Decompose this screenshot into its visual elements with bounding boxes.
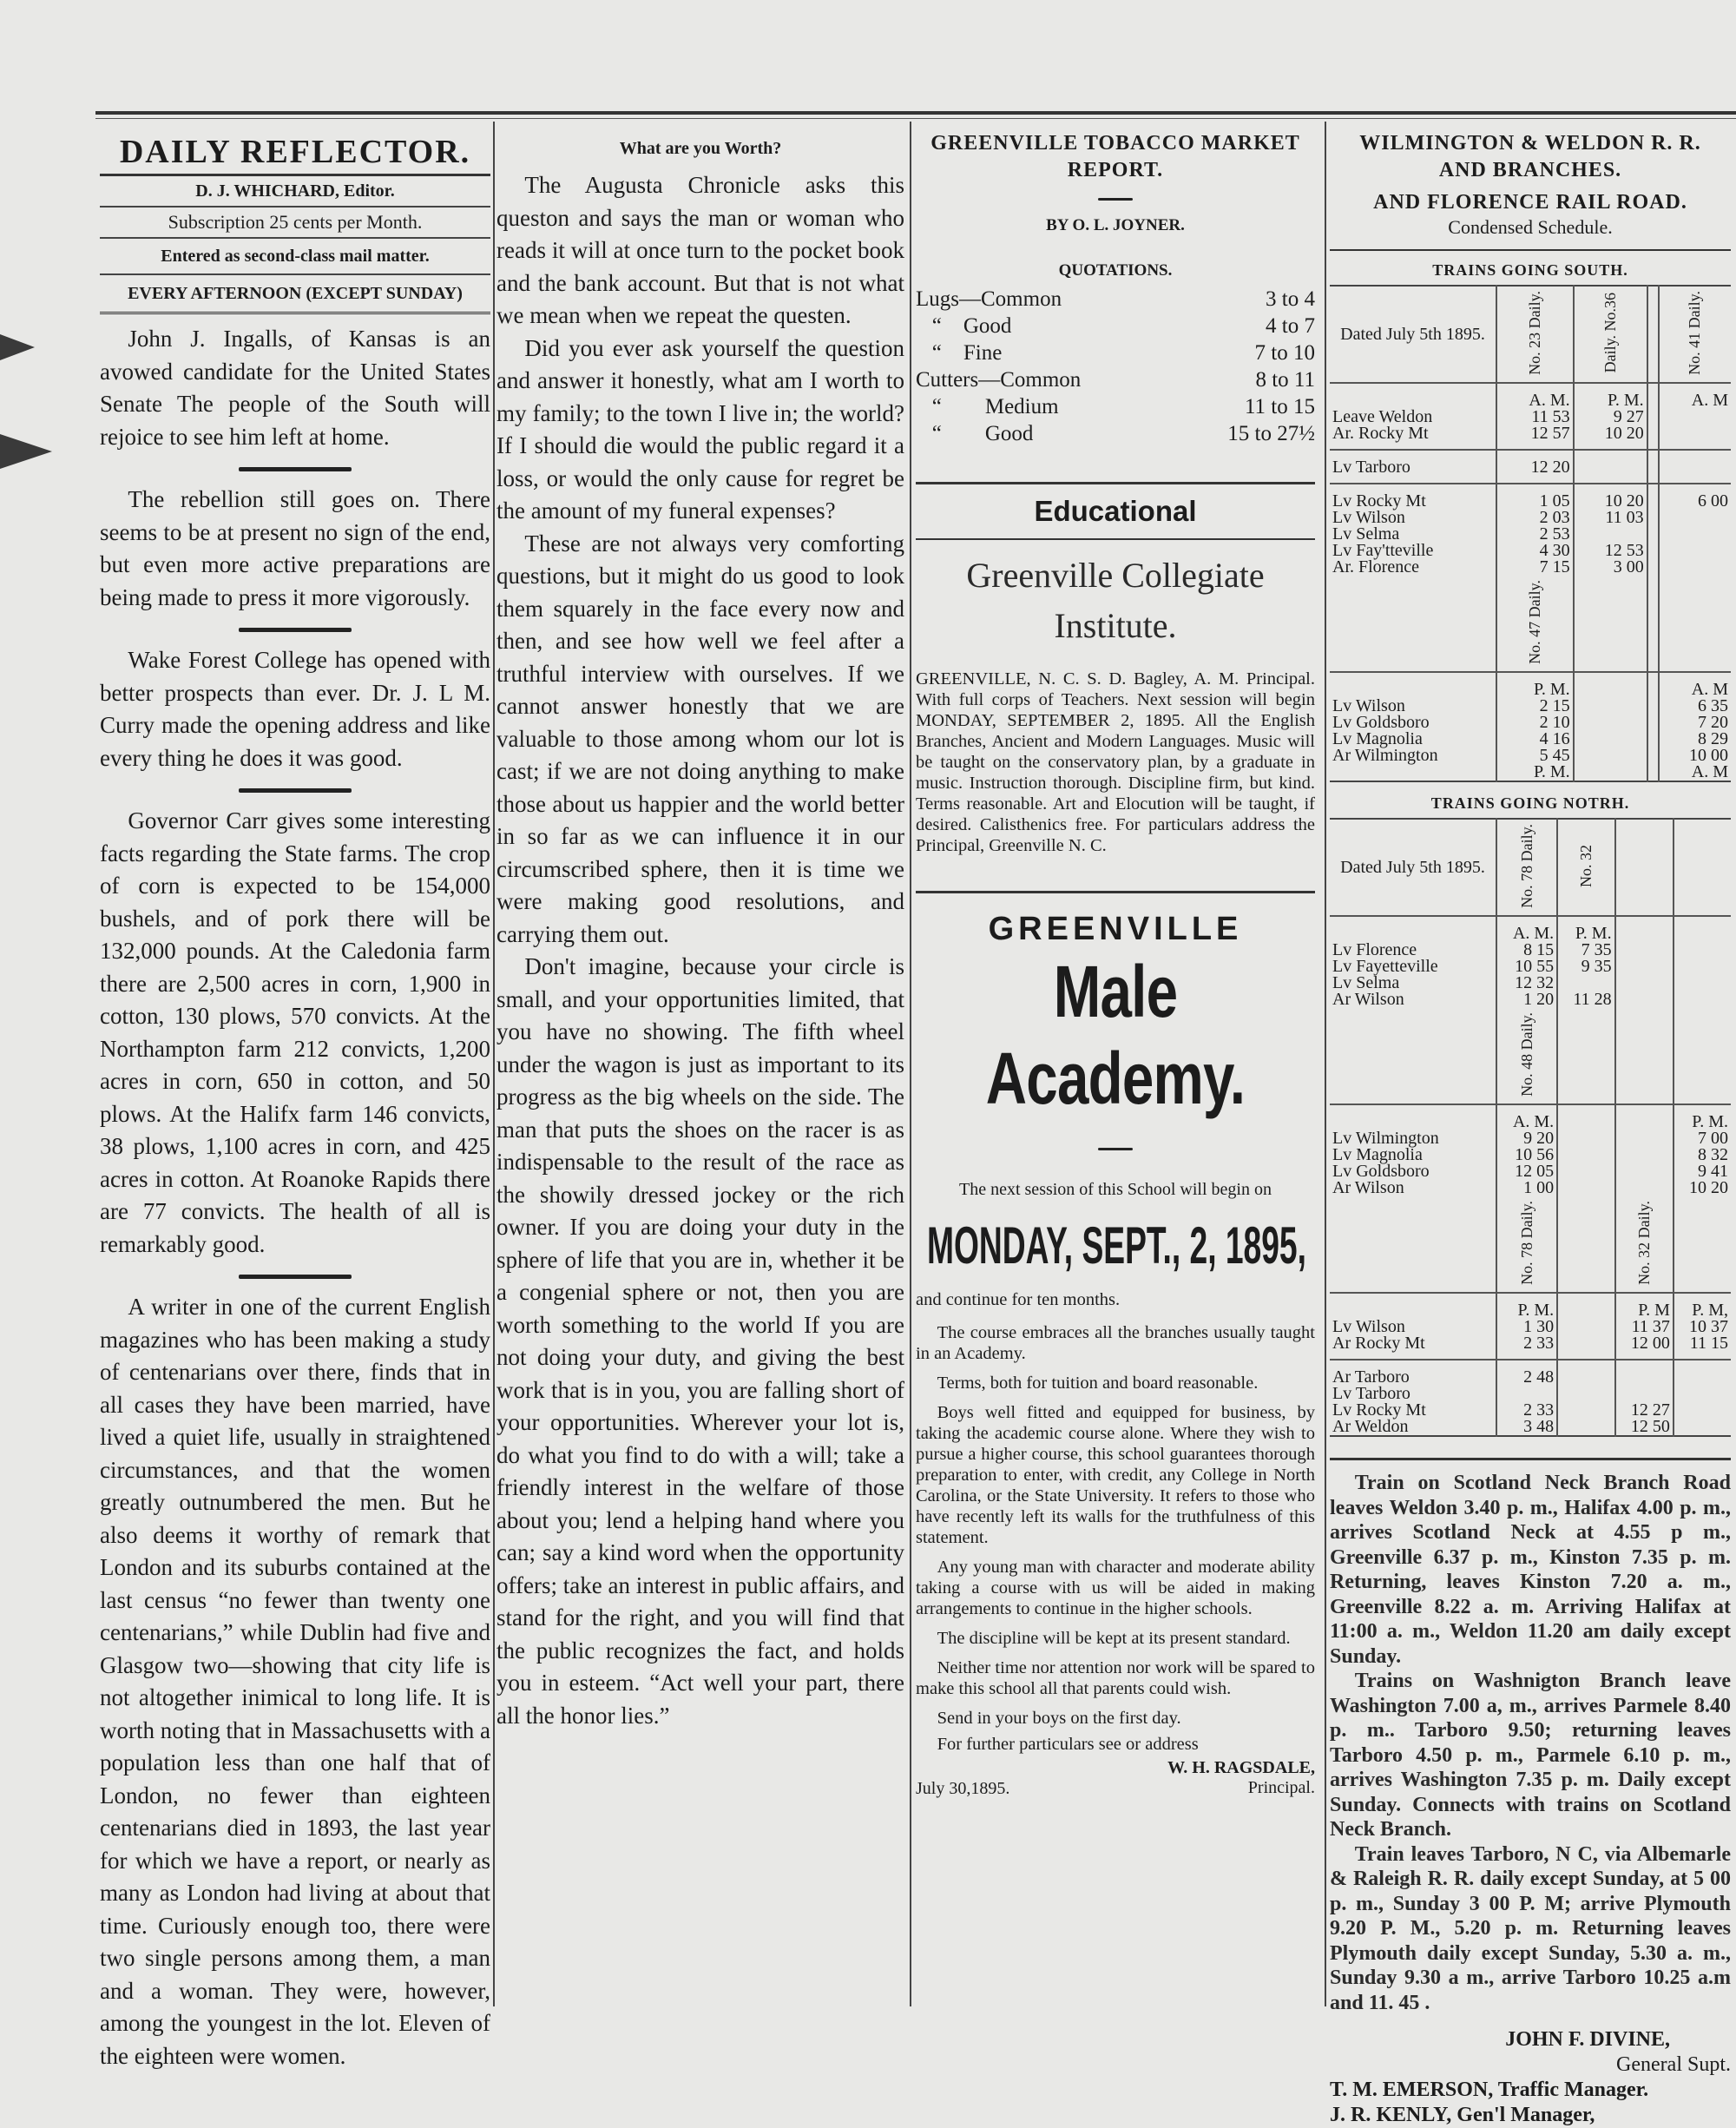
departure-time — [1647, 559, 1659, 576]
station-name: Leave Weldon — [1332, 407, 1433, 426]
academy-paragraph: Terms, both for tuition and board reasonable. — [937, 1374, 1259, 1393]
departure-time: A. M — [1659, 383, 1731, 409]
timetable-row — [1330, 425, 1731, 450]
departure-time — [1647, 672, 1659, 698]
station-name: Ar. Florence — [1332, 557, 1419, 576]
departure-time: A. M. — [1496, 1104, 1557, 1130]
departure-time: 9 41 — [1674, 1163, 1731, 1180]
departure-time — [1557, 1335, 1614, 1360]
departure-time: 2 10 — [1496, 715, 1574, 731]
station-name: Lv Rocky Mt — [1332, 1400, 1426, 1420]
departure-time — [1615, 1163, 1674, 1180]
station-name: Ar Tarboro — [1332, 1367, 1410, 1387]
article-paragraph: Don't imagine, because your circle is small, and your opportunities limited, that you have no showing. The fifth wheel under the wagon is just as important to its progress as the big wheels on the side. The man that puts the shoes on the racer is as indispensable to the result of the race as the showily dressed jockey or the rich owner. If you are doing your duty in the sphere of life that you are in, whether it be a congenial sphere or not, then you are worth something to the world If you are not doing your duty, and giving the best work that is in you, you are falling short of your opportunities. Wherever your lot is, do what you find to do with a will; take a friendly interest in the welfare of those about you; lend a helping hand where you can; say a kind word when the opportunity offers; take an interest in public affairs, and stand for the right, and you will find that the public recognizes the fact, and holds you in esteem. “Act well your part, there all the honor lies.” — [496, 953, 904, 1729]
academy-paragraph: The discipline will be kept at its present standard. — [937, 1629, 1291, 1648]
departure-time: 7 15 — [1496, 559, 1574, 576]
scan-edge-mark — [0, 334, 35, 360]
station-name: Ar Wilson — [1332, 990, 1404, 1009]
departure-time: 10 20 — [1574, 425, 1647, 450]
notice-albemarle-raleigh: Train leaves Tarboro, N C, via Albemarle & Raleigh R. R. daily except Sunday, at 5 00 p. m., Sunday 3 00 P. M; arrive Plymouth 9.20 P. M., 5.20 p. m. Returning leaves Plymouth daily except Sunday, 5.30 a. m., Sunday 9.30 a m., arrive Tarboro 10.25 a.m and 11. 45 . — [1330, 1842, 1731, 2014]
departure-time — [1647, 383, 1659, 409]
article-ingalls: John J. Ingalls, of Kansas is an avowed candidate for the United States Senate The people of the South will rejoice to see him left at home. — [100, 326, 490, 450]
quotation-price: 4 to 7 — [1266, 314, 1315, 338]
quotation-grade: Lugs—Common — [916, 287, 1062, 311]
tobacco-byline: BY O. L. JOYNER. — [1046, 216, 1185, 234]
article-state-farms: Governor Carr gives some interesting facts regarding the State farms. The crop of corn is expected to be 154,000 bushels, and of pork there will be 132,000 pounds. At the Caledonia farm there are 2,500 acres in corn, 1,900 in cotton, 130 plows, 570 convicts. At the Northampton farm 212 convicts, 1,200 acres in corn, 650 in cotton, and 50 plows. At the Halifx farm 146 convicts, 38 plows, 1,100 acres in corn, and 425 acres in cotton. At Roanoke Rapids there are 77 convicts. The health of all is remarkably good. — [100, 807, 490, 1257]
column-1 — [100, 130, 490, 2072]
station-name: Lv Magnolia — [1332, 729, 1423, 748]
top-rule-thin — [95, 118, 1736, 119]
departure-time: P. M. — [1557, 916, 1614, 942]
departure-time — [1615, 959, 1674, 975]
departure-time — [1615, 1130, 1674, 1147]
departure-time: 11 15 — [1674, 1335, 1731, 1360]
station-name — [1330, 916, 1496, 942]
separator — [239, 788, 352, 793]
timetable-row — [1330, 672, 1731, 698]
quotation-grade: “ Fine — [916, 341, 1003, 365]
supt-title: General Supt. — [1616, 2053, 1731, 2076]
departure-time: 1 20 — [1496, 992, 1557, 1008]
notice-washington-branch: Trains on Washnigton Branch leave Washington 7.00 a, m., arrives Parmele 8.40 p. m.. Tarboro 9.50; returning leaves Tarboro 4.50 p. m., Parmele 6.10 p. m., arrives Washington 7.35 p. m. Daily except Sunday. Connects with trains on Scotland Neck Branch. — [1330, 1670, 1731, 1841]
departure-time — [1659, 543, 1731, 559]
quotation-price: 3 to 4 — [1266, 287, 1315, 311]
railroad-subtitle: Condensed Schedule. — [1448, 216, 1613, 238]
station-name — [1330, 383, 1496, 409]
train-number-label: No. 41 Daily. — [1686, 290, 1704, 375]
column-4 — [1330, 130, 1731, 2128]
departure-time — [1647, 543, 1659, 559]
tobacco-title: GREENVILLE TOBACCO MARKET REPORT. — [930, 132, 1300, 181]
departure-time — [1615, 1104, 1674, 1130]
academy-paragraph: The course embraces all the branches usually taught in an Academy. — [916, 1323, 1315, 1363]
station-name: Lv Selma — [1332, 524, 1400, 544]
scan-edge-mark — [0, 434, 52, 469]
departure-time: 2 15 — [1496, 698, 1574, 715]
station-name: Ar Rocky Mt — [1330, 1335, 1496, 1360]
column-2 — [496, 130, 904, 1732]
dateline: July 30,1895. — [916, 1779, 1010, 1798]
departure-time — [1674, 942, 1731, 959]
station-name: Ar Wilmington — [1332, 746, 1438, 765]
departure-time — [1557, 1180, 1614, 1196]
departure-time — [1674, 959, 1731, 975]
station-name: Lv Rocky Mt — [1332, 491, 1426, 511]
quotation-row — [916, 393, 1315, 420]
departure-time: 5 45 — [1496, 748, 1574, 764]
column-divider — [910, 122, 911, 2006]
departure-time — [1647, 764, 1659, 781]
departure-time: 12 27 — [1615, 1402, 1674, 1419]
station-name: Lv Goldsboro — [1332, 1162, 1430, 1181]
educational-heading: Educational — [1034, 495, 1197, 527]
departure-time — [1574, 672, 1647, 698]
timetable-row — [1330, 383, 1731, 409]
station-name: Ar. Rocky Mt — [1330, 425, 1496, 450]
masthead-entered: Entered as second-class mail matter. — [100, 239, 490, 275]
departure-time: 7 35 — [1557, 942, 1614, 959]
departure-time — [1615, 1180, 1674, 1196]
timetable-row — [1330, 1104, 1731, 1130]
departure-time: 7 00 — [1674, 1130, 1731, 1147]
station-name — [1330, 764, 1496, 781]
departure-time — [1674, 1386, 1731, 1402]
quotation-price: 8 to 11 — [1255, 368, 1315, 392]
separator — [1098, 198, 1133, 201]
academy-paragraph: Any young man with character and moderate ability taking a course with us will be aided in making arrangements to continue in the higher schools. — [916, 1558, 1315, 1618]
departure-time: A. M — [1659, 764, 1731, 781]
departure-time — [1574, 715, 1647, 731]
article-rebellion: The rebellion still goes on. There seems to be at present no sign of the end, but even more active preparations are being made to press it more vigorously. — [100, 486, 490, 610]
academy-name-line1: GREENVILLE — [988, 911, 1243, 947]
departure-time: 11 03 — [1574, 510, 1647, 526]
traffic-manager: T. M. EMERSON, Traffic Manager. — [1330, 2079, 1649, 2101]
institute-text: GREENVILLE, N. C. S. D. Bagley, A. M. Principal. With full corps of Teachers. Next session will begin MONDAY, SEPTEMBER 2, 1895. All the English Branches, Ancient and Modern Languages. Music will be taught on the conservatory plan, by a graduate in music. Instruction thorough. Discipline firm, but kind. Terms reasonable. Art and Elocution will be taught, if desired. Calisthenics free. For particulars address the Principal, Greenville N. C. — [916, 669, 1315, 855]
separator — [239, 467, 352, 471]
departure-time — [1674, 916, 1731, 942]
academy-paragraph: Neither time nor attention nor work will be spared to make this school all that parents could wish. — [916, 1658, 1315, 1698]
departure-time — [1615, 916, 1674, 942]
academy-paragraph: Boys well fitted and equipped for business, by taking the academic course alone. Where they wish to pursue a higher course, this school guarantees thorough preparation to enter, with credit, any College in North Carolina, or the State University. It refers to those who have recently left its walls for the truthfulness of this statement. — [916, 1403, 1315, 1547]
departure-time: 10 00 — [1659, 748, 1731, 764]
general-manager: J. R. KENLY, Gen'l Manager, — [1330, 2104, 1595, 2126]
academy-signature-block — [916, 1758, 1315, 1799]
departure-time — [1574, 698, 1647, 715]
departure-time: 2 53 — [1496, 526, 1574, 543]
timetable-south — [1330, 285, 1731, 782]
quotation-price: 11 to 15 — [1244, 395, 1315, 418]
quotations-table — [916, 286, 1315, 447]
article-paragraph: Did you ever ask yourself the question and answer it honestly, what am I worth to my family; to the town I live in; the world? If I should die would the public regard it a loss, or would the only cause for regret be the amount of my funeral expenses? — [496, 334, 904, 524]
departure-time — [1659, 450, 1731, 484]
departure-time: P. M. — [1496, 672, 1574, 698]
timetable-row — [1330, 450, 1731, 484]
institute-name: Greenville Collegiate Institute. — [966, 556, 1265, 645]
railroad-title: WILMINGTON & WELDON R. R. — [1359, 132, 1701, 155]
departure-time — [1557, 1419, 1614, 1436]
departure-time: 10 20 — [1674, 1180, 1731, 1196]
article-paragraph: These are not always very comforting questions, but it might do us good to look them squarely in the face every now and then, and see how well we feel after a truthful interview with ourselves. If we cannot answer honestly that we are valuable to those among whom our lot is cast; if we are not doing anything to make those about us happier and the world better in so far as we can influence it in our circumscribed sphere, then it is time we were making good resolutions, and carrying them out. — [496, 530, 904, 947]
station-name: Lv Florence — [1332, 940, 1417, 959]
north-title: TRAINS GOING NOTRH. — [1430, 794, 1630, 812]
departure-time: 12 32 — [1496, 975, 1557, 992]
departure-time: P. M. — [1574, 383, 1647, 409]
departure-time — [1557, 1147, 1614, 1163]
departure-time: 10 55 — [1496, 959, 1557, 975]
quotations-label: QUOTATIONS. — [1058, 261, 1173, 280]
quotation-grade: “ Medium — [916, 395, 1059, 418]
timetable-header-row — [1330, 576, 1731, 672]
departure-time — [1647, 484, 1659, 510]
departure-time: A. M. — [1496, 916, 1557, 942]
signature-name: W. H. RAGSDALE, — [1167, 1758, 1315, 1777]
departure-time — [1647, 715, 1659, 731]
departure-time: P. M. — [1674, 1104, 1731, 1130]
station-name — [1330, 672, 1496, 698]
departure-time: 12 00 — [1615, 1335, 1674, 1360]
departure-time: 2 33 — [1496, 1402, 1557, 1419]
quotation-row — [916, 420, 1315, 447]
quotation-price: 15 to 27½ — [1227, 422, 1315, 445]
departure-time: 9 35 — [1557, 959, 1614, 975]
rule — [916, 482, 1315, 484]
station-name: Lv Tarboro — [1330, 450, 1496, 484]
rule — [1330, 249, 1731, 251]
train-number-label: No. 23 Daily. — [1525, 290, 1543, 375]
quotation-price: 7 to 10 — [1254, 341, 1315, 365]
timetable-row — [1330, 559, 1731, 576]
departure-time: 3 48 — [1496, 1419, 1557, 1436]
departure-time — [1574, 748, 1647, 764]
departure-time: 1 05 — [1496, 484, 1574, 510]
timetable-header-row — [1330, 1008, 1731, 1104]
departure-time: 1 30 — [1496, 1319, 1557, 1335]
separator — [239, 1275, 352, 1279]
departure-time — [1615, 1360, 1674, 1386]
station-name: Lv Fay'tteville — [1332, 541, 1434, 560]
departure-time — [1659, 409, 1731, 425]
timetable-row — [1330, 916, 1731, 942]
article-wake-forest: Wake Forest College has opened with better prospects than ever. Dr. J. L M. Curry made the opening address and like every thing he does it was good. — [100, 647, 490, 771]
academy-paragraph: For further particulars see or address — [937, 1735, 1199, 1754]
departure-time — [1615, 975, 1674, 992]
rule — [916, 538, 1315, 540]
separator — [1098, 1148, 1133, 1150]
quotation-grade: “ Good — [916, 422, 1034, 445]
station-name: Lv Magnolia — [1332, 1145, 1423, 1164]
departure-time — [1647, 526, 1659, 543]
station-name: Lv Wilson — [1332, 1317, 1405, 1336]
departure-time — [1674, 1402, 1731, 1419]
departure-time — [1557, 1163, 1614, 1180]
departure-time: 7 20 — [1659, 715, 1731, 731]
quotation-row — [916, 366, 1315, 393]
departure-time — [1647, 409, 1659, 425]
departure-time: 11 28 — [1557, 992, 1614, 1008]
departure-time: 12 57 — [1496, 425, 1574, 450]
departure-time — [1574, 731, 1647, 748]
departure-time — [1674, 975, 1731, 992]
departure-time — [1647, 510, 1659, 526]
departure-time: 12 53 — [1574, 543, 1647, 559]
departure-time: 12 20 — [1496, 450, 1574, 484]
next-session: The next session of this School will begin on — [959, 1180, 1272, 1199]
departure-time: 2 33 — [1496, 1335, 1557, 1360]
departure-time: 4 30 — [1496, 543, 1574, 559]
train-number-label: No. 32 — [1576, 844, 1595, 887]
session-date-banner: MONDAY, SEPT., 2, 1895, — [927, 1216, 1306, 1275]
departure-time: 10 37 — [1674, 1319, 1731, 1335]
station-name: Lv Wilson — [1332, 508, 1405, 527]
departure-time: 8 29 — [1659, 731, 1731, 748]
timetable-row — [1330, 484, 1731, 510]
station-name: Lv Fayetteville — [1332, 957, 1438, 976]
column-3 — [916, 130, 1315, 1799]
departure-time: P. M — [1615, 1293, 1674, 1319]
timetable-header-row — [1330, 819, 1731, 916]
article-title: What are you Worth? — [619, 139, 782, 158]
signature-title: Principal. — [1247, 1778, 1315, 1797]
article-centenarians: A writer in one of the current English magazines who has been making a study of centenarians over there, finds that in all cases they have been married, have lived a quiet life, usually in straightened circumstances, and that the women greatly outnumbered the men. But he also deems it worthy of remark that London and its suburbs contained at the last census “no fewer than twenty one centenarians,” while Dublin had five and Glasgow two—showing that city life is not altogether inimical to long life. It is worth noting that in Massachusetts with a population less than one half that of London, no fewer than eighteen centenarians died in 1893, the last year for which we have a report, or nearly as many as London had living at about that time. Curiously enough too, there were two single persons among them, a man and a woman. They were, however, among the youngest in the lot. Eleven of the eighteen were women. — [100, 1294, 490, 2069]
notice-scotland-neck: Train on Scotland Neck Branch Road leaves Weldon 3.40 p. m., Halifax 4.00 p. m., arrives Scotland Neck at 4.55 p m., Greenville 6.37 p. m., Kinston 7.35 p. m. Returning, leaves Kinston 7.20 a. m., Greenville 8.22 a. m. Arriving Halifax at 11:00 a. m., Weldon 11.20 am daily except Sunday. — [1330, 1472, 1731, 1668]
timetable-row — [1330, 1360, 1731, 1386]
station-name: Ar Weldon — [1332, 1417, 1409, 1436]
top-rule — [95, 111, 1736, 115]
departure-time: 11 53 — [1496, 409, 1574, 425]
rule — [916, 891, 1315, 893]
masthead-editor: D. J. WHICHARD, Editor. — [100, 176, 490, 208]
timetable-header-row — [1330, 286, 1731, 383]
departure-time — [1615, 942, 1674, 959]
departure-time — [1557, 1293, 1614, 1319]
departure-time — [1659, 559, 1731, 576]
academy-paragraph: Send in your boys on the first day. — [937, 1709, 1181, 1728]
timetable-date-label: Dated July 5th 1895. — [1340, 325, 1485, 344]
station-name — [1330, 1293, 1496, 1319]
station-name: Lv Wilmington — [1332, 1129, 1439, 1148]
departure-time — [1557, 1319, 1614, 1335]
train-number-label: No. 32 Daily. — [1634, 1200, 1653, 1285]
departure-time — [1557, 1130, 1614, 1147]
timetable-row — [1330, 748, 1731, 764]
departure-time — [1647, 425, 1659, 450]
departure-time: 2 48 — [1496, 1360, 1557, 1386]
departure-time: 10 56 — [1496, 1147, 1557, 1163]
departure-time — [1574, 764, 1647, 781]
train-number-label: No. 48 Daily. — [1517, 1011, 1535, 1097]
departure-time: 9 27 — [1574, 409, 1647, 425]
departure-time — [1574, 450, 1647, 484]
departure-time — [1557, 1104, 1614, 1130]
departure-time — [1647, 748, 1659, 764]
departure-time — [1557, 1402, 1614, 1419]
departure-time: 8 15 — [1496, 942, 1557, 959]
timetable-row — [1330, 1419, 1731, 1436]
quotation-row — [916, 313, 1315, 339]
departure-time — [1659, 510, 1731, 526]
railroad-notices — [1330, 1471, 1731, 2015]
station-name: Lv Selma — [1332, 973, 1400, 992]
departure-time: A. M — [1659, 672, 1731, 698]
departure-time: 10 20 — [1574, 484, 1647, 510]
train-number-label: No. 78 Daily. — [1517, 1200, 1535, 1285]
departure-time — [1659, 526, 1731, 543]
continue-text: and continue for ten months. — [916, 1290, 1121, 1309]
departure-time: 6 35 — [1659, 698, 1731, 715]
article-paragraph: The Augusta Chronicle asks this queston and says the man or woman who reads it will at once turn to the pocket book and the bank account. But that is not what we mean when we repeat the questen. — [496, 172, 904, 328]
station-name: Lv Wilson — [1332, 696, 1405, 715]
departure-time: 6 00 — [1659, 484, 1731, 510]
train-number-label: Daily. No.36 — [1601, 292, 1619, 373]
separator — [239, 628, 352, 632]
departure-time: 12 05 — [1496, 1163, 1557, 1180]
train-number-label: No. 78 Daily. — [1517, 823, 1535, 908]
departure-time — [1674, 1419, 1731, 1436]
masthead-schedule: EVERY AFTERNOON (EXCEPT SUNDAY) — [100, 275, 490, 314]
station-name: Lv Goldsboro — [1332, 713, 1430, 732]
departure-time: 11 37 — [1615, 1319, 1674, 1335]
departure-time: 12 50 — [1615, 1419, 1674, 1436]
timetable-row — [1330, 1293, 1731, 1319]
departure-time — [1615, 1147, 1674, 1163]
station-name — [1330, 1104, 1496, 1130]
departure-time — [1647, 731, 1659, 748]
timetable-row — [1330, 1335, 1731, 1360]
timetable-row — [1330, 992, 1731, 1008]
departure-time — [1674, 1360, 1731, 1386]
departure-time: A. M. — [1496, 383, 1574, 409]
masthead-subscription: Subscription 25 cents per Month. — [100, 208, 490, 239]
station-name: Ar Wilson — [1332, 1178, 1404, 1197]
timetable-header-row — [1330, 1196, 1731, 1293]
rule — [1330, 1458, 1731, 1460]
masthead-title: DAILY REFLECTOR. — [100, 130, 490, 176]
timetable-row — [1330, 764, 1731, 781]
quotation-grade: Cutters—Common — [916, 368, 1082, 392]
departure-time: 1 00 — [1496, 1180, 1557, 1196]
departure-time — [1647, 698, 1659, 715]
departure-time — [1674, 992, 1731, 1008]
timetable-date-label: Dated July 5th 1895. — [1340, 858, 1485, 877]
quotation-grade: “ Good — [916, 314, 1012, 338]
departure-time: 8 32 — [1674, 1147, 1731, 1163]
departure-time: 2 03 — [1496, 510, 1574, 526]
departure-time — [1557, 1386, 1614, 1402]
quotation-row — [916, 339, 1315, 366]
column-divider — [493, 122, 495, 2006]
departure-time: 9 20 — [1496, 1130, 1557, 1147]
departure-time: 4 16 — [1496, 731, 1574, 748]
academy-name-line2: Male Academy. — [985, 951, 1246, 1119]
departure-time — [1659, 425, 1731, 450]
station-name: Lv Tarboro — [1332, 1384, 1410, 1403]
departure-time — [1615, 992, 1674, 1008]
departure-time — [1557, 1360, 1614, 1386]
supt-name: JOHN F. DIVINE, — [1505, 2028, 1670, 2051]
timetable-north — [1330, 818, 1731, 1437]
departure-time: P. M, — [1674, 1293, 1731, 1319]
timetable-row — [1330, 1180, 1731, 1196]
departure-time: P. M. — [1496, 764, 1574, 781]
railroad-title: AND FLORENCE RAIL ROAD. — [1373, 191, 1687, 214]
departure-time — [1647, 450, 1659, 484]
departure-time: 3 00 — [1574, 559, 1647, 576]
column-divider — [1325, 122, 1326, 2006]
railroad-title: AND BRANCHES. — [1438, 159, 1622, 181]
train-number-label: No. 47 Daily. — [1525, 579, 1543, 664]
quotation-row — [916, 286, 1315, 313]
departure-time: P. M. — [1496, 1293, 1557, 1319]
south-title: TRAINS GOING SOUTH. — [1432, 261, 1628, 279]
